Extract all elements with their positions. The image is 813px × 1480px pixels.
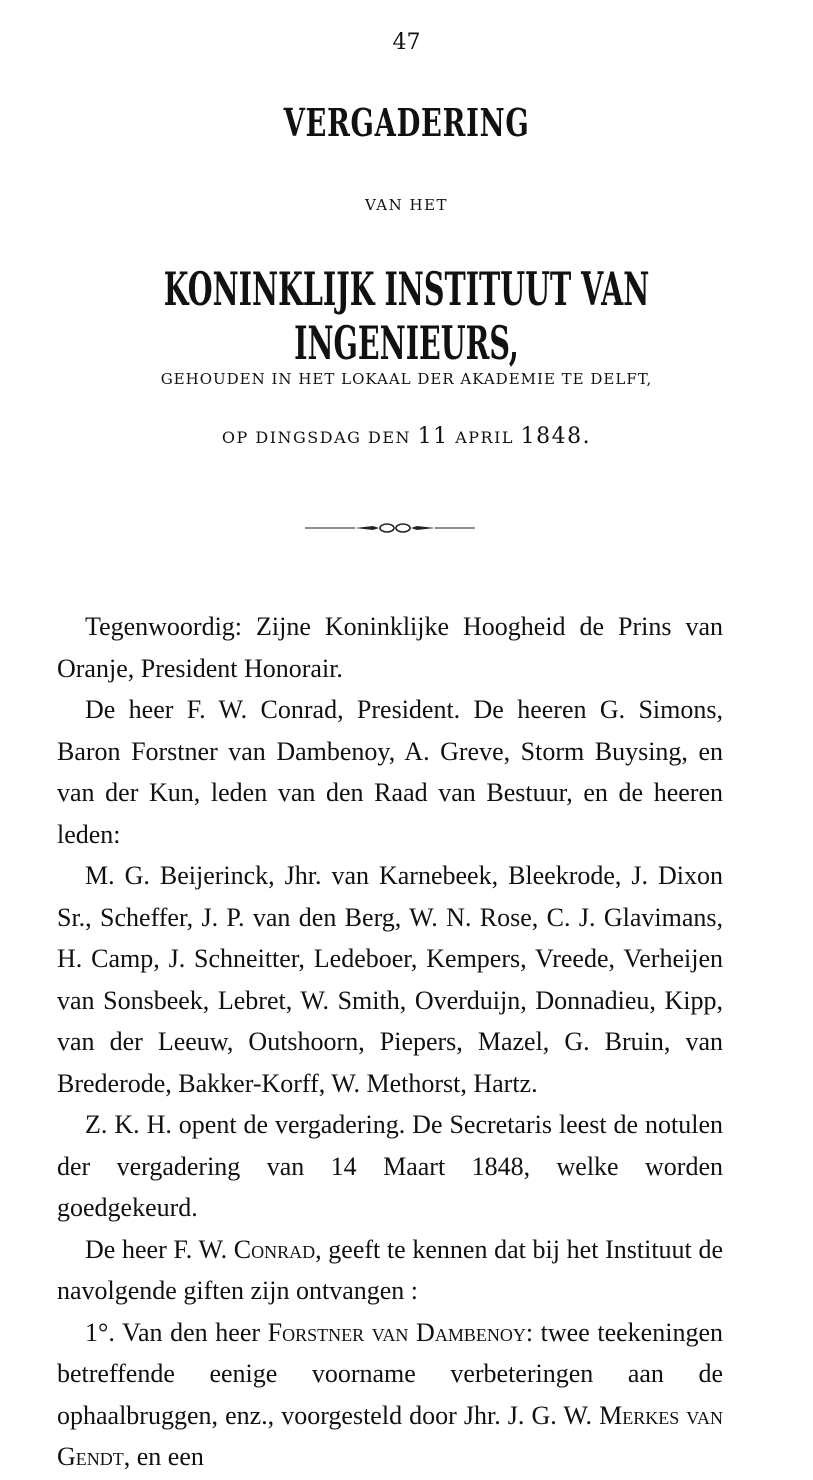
document-title: VERGADERING <box>283 100 530 145</box>
subtitle-date <box>0 424 813 449</box>
gift1-text-c: , en een <box>123 1442 204 1471</box>
paragraph-present: Tegenwoordig: Zijne Koninklijke Hoogheid de Prins van Oranje, President Honorair. <box>57 612 723 683</box>
subtitle-van-het: VAN HET <box>364 196 449 214</box>
name-forstner: Forstner van Dambenoy <box>267 1317 526 1347</box>
subtitle-location: GEHOUDEN IN HET LOKAAL DER AKADEMIE TE DELFT, <box>160 370 653 388</box>
gifts-text-a: De heer F. W. <box>85 1234 234 1264</box>
institute-heading: KONINKLIJK INSTITUUT VAN INGENIEURS, <box>163 262 650 370</box>
paragraph-gifts <box>57 1229 723 1312</box>
paragraph-gift-1 <box>57 1312 723 1478</box>
body-text <box>57 606 723 1478</box>
paragraph-opening: Z. K. H. opent de vergadering. De Secretaris leest de notulen der vergadering van 14 Maart 1848, welke worden goedgekeurd. <box>57 1110 723 1222</box>
date-prefix: OP DINGSDAG DEN <box>221 428 412 447</box>
date-day: 11 <box>417 424 449 449</box>
gifts-text-b: , geeft te kennen dat bij het Instituut de navolgende giften zijn ontvangen : <box>57 1234 723 1305</box>
paragraph-members: M. G. Beijerinck, Jhr. van Karnebeek, Bleekrode, J. Dixon Sr., Scheffer, J. P. van den Berg, W. N. Rose, C. J. Glavimans, H. Camp, J. Schneitter, Ledeboer, Kempers, Vreede, Verheijen van Sonsbeek, Lebret, W. Smith, Overduijn, Donnadieu, Kipp, van der Leeuw, Outshoorn, Piepers, Mazel, G. Bruin, van Brederode, Bakker-Korff, W. Methorst, Hartz. <box>57 861 723 1098</box>
page-number: 47 <box>392 30 421 55</box>
date-month: APRIL <box>455 428 515 447</box>
date-year: 1848. <box>520 424 592 449</box>
paragraph-board: De heer F. W. Conrad, President. De heeren G. Simons, Baron Forstner van Dambenoy, A. Greve, Storm Buysing, en van der Kun, leden van den Raad van Bestuur, en de heeren leden: <box>57 695 723 849</box>
name-merkes: Merkes van Gendt <box>57 1400 723 1471</box>
gift1-text-a: 1°. Van den heer <box>85 1317 268 1347</box>
gift1-text-b: : twee teekeningen betreffende eenige voorname verbeteringen aan de ophaalbruggen, enz., voorgesteld door Jhr. J. G. W. <box>57 1317 723 1430</box>
name-conrad: Conrad <box>233 1234 316 1264</box>
ornament-divider <box>305 522 475 534</box>
